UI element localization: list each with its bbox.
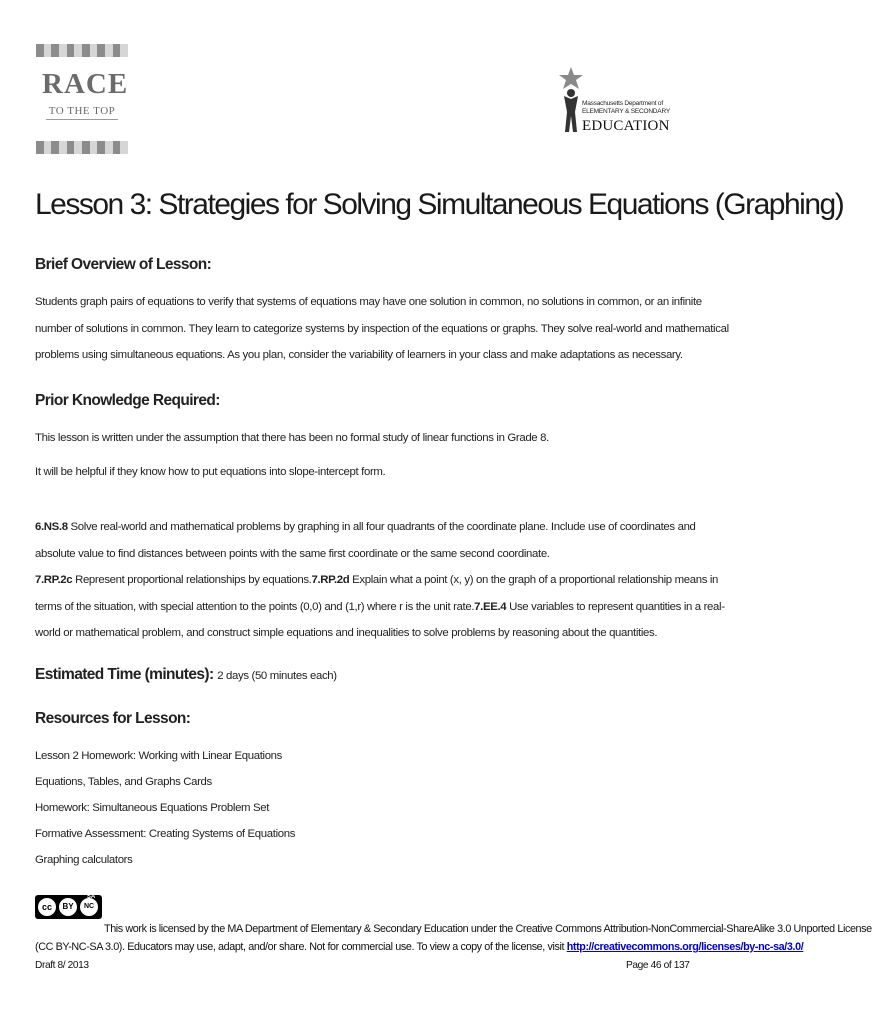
- standard-text: Solve real-world and mathematical problems by graphing in all four quadrants of the coordinate plane. Include use of coordinates and absolute value to find distances between points with the same first coordinate or the same second coordinate.: [35, 521, 696, 560]
- standard-code: 7.EE.4: [474, 600, 507, 613]
- ese-logo-line3: EDUCATION: [582, 118, 670, 134]
- page-title: Lesson 3: Strategies for Solving Simultaneous Equations (Graphing): [35, 188, 844, 221]
- cc-icon: cc: [37, 897, 57, 917]
- prior-knowledge-line-1: This lesson is written under the assumption that there has been no formal study of linear functions in Grade 8.: [35, 432, 549, 444]
- ese-logo-line1: Massachusetts Department of: [582, 100, 663, 107]
- ese-logo-line2: ELEMENTARY & SECONDARY: [582, 108, 670, 115]
- estimated-time-value: 2 days (50 minutes each): [217, 670, 337, 682]
- standard-code: 7.RP.2d: [311, 574, 350, 586]
- resource-item: Homework: Simultaneous Equations Problem Set: [35, 802, 270, 814]
- standard-code: 6.NS.8: [35, 521, 68, 533]
- estimated-time: [35, 666, 337, 684]
- rtt-logo-subtitle: TO THE TOP: [48, 105, 116, 117]
- draft-date: Draft 8/ 2013: [35, 960, 89, 971]
- resource-item: Graphing calculators: [35, 854, 133, 866]
- page-number: Page 46 of 137: [626, 960, 690, 971]
- license-line-2-text: (CC BY-NC-SA 3.0). Educators may use, adapt, and/or share. Not for commercial use. To view a copy of the license, visit: [35, 941, 567, 953]
- resource-item: Formative Assessment: Creating Systems of Equations: [35, 828, 296, 840]
- race-to-the-top-logo: [36, 44, 128, 154]
- by-icon: BY: [58, 897, 78, 917]
- overview-text: Students graph pairs of equations to verify that systems of equations may have one solution in common, no solutions in common, or an infinite number of solutions in common. They learn to categorize systems by inspection of the equations or graphs. They solve real-world and mathematical problems using simultaneous equations. As you plan, consider the variability of learners in your class and make adaptations as necessary.: [35, 296, 729, 361]
- nc-icon: NC: [79, 897, 99, 917]
- license-line-1: This work is licensed by the MA Department of Elementary & Secondary Education under the Creative Commons Attribution-NonCommercial-ShareAlike 3.0 Unported License: [104, 923, 872, 935]
- ma-ese-logo: [558, 66, 670, 140]
- overview-heading: Brief Overview of Lesson:: [35, 256, 212, 273]
- resource-item: Equations, Tables, and Graphs Cards: [35, 776, 212, 788]
- standard-text: Represent proportional relationships by equations.: [72, 574, 312, 586]
- resources-heading: Resources for Lesson:: [35, 710, 191, 727]
- prior-knowledge-line-2: It will be helpful if they know how to put equations into slope-intercept form.: [35, 466, 386, 478]
- standard-code: 7.RP.2c: [35, 574, 73, 586]
- standard-text: Explain what a point (x, y) on the graph of a proportional relationship means in terms of the situation, with special attention to the points (0,0) and (1,r) where r is the unit rate.: [35, 574, 719, 613]
- cc-license-badge: [35, 895, 102, 919]
- star-figure-icon: [558, 66, 584, 140]
- license-line-2: [35, 941, 803, 953]
- license-link[interactable]: http://creativecommons.org/licenses/by-nc-sa/3.0/: [566, 941, 804, 953]
- standards-block: [35, 514, 735, 647]
- rtt-logo-title: RACE: [42, 68, 129, 100]
- prior-knowledge-heading: Prior Knowledge Required:: [35, 392, 220, 409]
- standard-text: Use variables to represent quantities in a real-world or mathematical problem, and construct simple equations and inequalities to solve problems by reasoning about the quantities.: [35, 600, 725, 639]
- estimated-time-heading: Estimated Time (minutes):: [35, 666, 214, 683]
- sa-icon: SA: [86, 894, 96, 900]
- resource-item: Lesson 2 Homework: Working with Linear Equations: [35, 750, 283, 762]
